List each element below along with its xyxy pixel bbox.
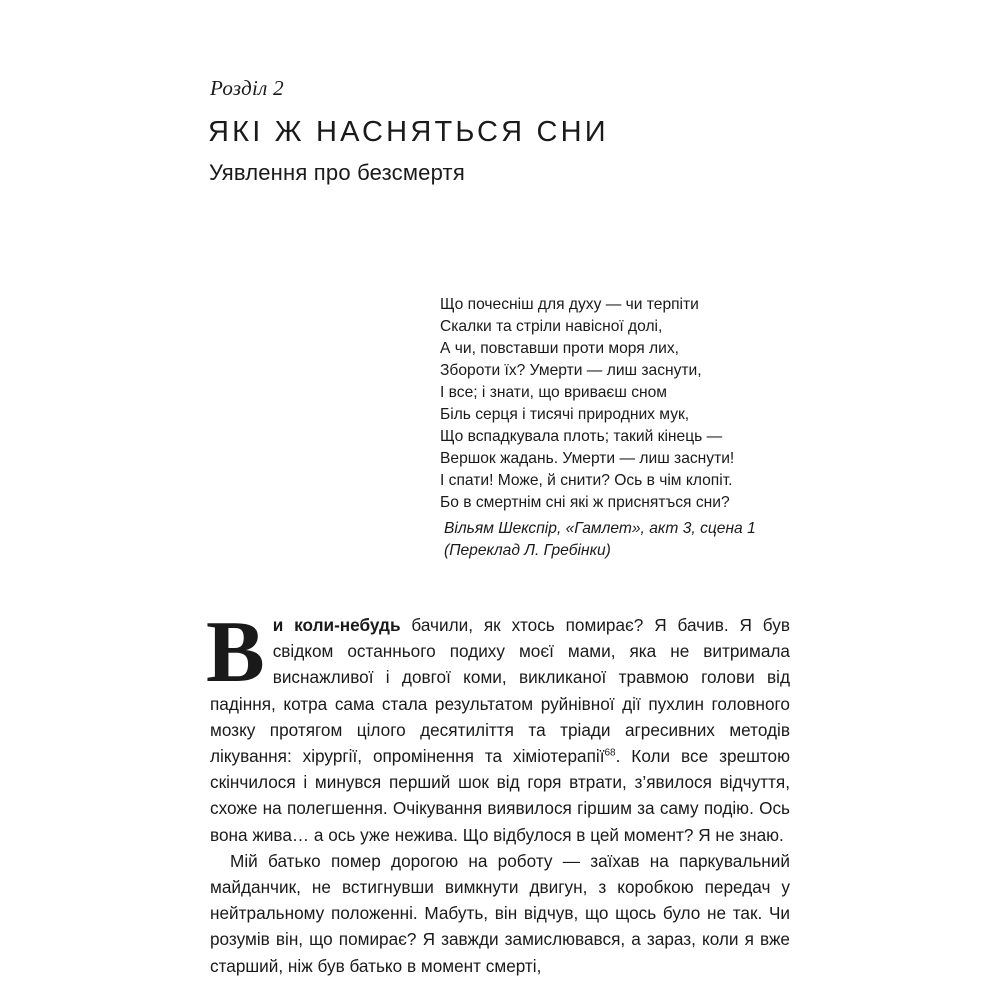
drop-cap: В [206, 604, 265, 701]
chapter-subtitle: Уявлення про безсмертя [209, 160, 465, 185]
epigraph-line: Зборoти їх? Умерти — лиш заснути, [440, 362, 702, 379]
epigraph-line: Що почесніш для духу — чи терпіти [440, 296, 699, 313]
epigraph-attribution [444, 518, 804, 562]
epigraph-line: Скалки та стріли навісної долі, [440, 318, 663, 335]
attribution-source: Вільям Шекспір, «Гамлет», акт 3, сцена 1 [444, 520, 756, 537]
epigraph-line: І спати! Може, й снити? Ось в чім клопіт. [440, 472, 733, 489]
epigraph-line: Що вспадкувала плоть; такий кінець — [440, 428, 723, 445]
epigraph-line: Вершок жадань. Умерти — лиш заснути! [440, 450, 735, 467]
paragraph-text: бачили, як хтось помирає? Я бачив. Я був свідком останнього подиху моєї мами, яка не витримала виснажливої і довгої коми, викликаної травмою голови від падіння, котра сама стала результатом руйнівної дії пухлин головного мозку протягом цілого десятиліття та тріади агресивних методів лікування: хірургії, опромінення та хіміотерапії [210, 615, 790, 767]
epigraph-line: Бо в смертнім сні які ж приснятъся сни? [440, 494, 730, 511]
epigraph [440, 294, 800, 514]
lead-words: и коли-небудь [272, 615, 401, 635]
chapter-title: ЯКІ Ж НАСНЯТЬСЯ СНИ [208, 116, 609, 148]
epigraph-line: А чи, повставши проти моря лих, [440, 340, 679, 357]
footnote-ref[interactable]: 68 [604, 747, 616, 759]
attribution-translator: (Переклад Л. Гребінки) [444, 542, 611, 559]
main-text [206, 604, 790, 979]
epigraph-line: Біль серця і тисячі природних мук, [440, 406, 690, 423]
chapter-label: Розділ 2 [210, 76, 284, 100]
epigraph-line: І все; і знати, що вриваєш сном [440, 384, 668, 401]
paragraph: Мій батько помер дорогою на роботу — заїхав на паркувальний майданчик, не встигнувши вимкнути двигун, з коробкою передач у нейтральному положенні. Мабуть, він відчув, що щось було не так. Чи розумів він, що помирає? Я завжди замислювався, а зараз, коли я вже старший, ніж був батько в момент смерті, [210, 850, 790, 976]
paragraph-text: . Коли все зрештою скінчилося і минувся перший шок від горя втрати, з’явилося відчуття, схоже на полегшення. Очікування виявилося гіршим за саму подію. Ось вона жива… а ось уже нежива. Що відбулося в цей момент? Я не знаю. [210, 746, 790, 845]
paragraph [206, 604, 790, 848]
